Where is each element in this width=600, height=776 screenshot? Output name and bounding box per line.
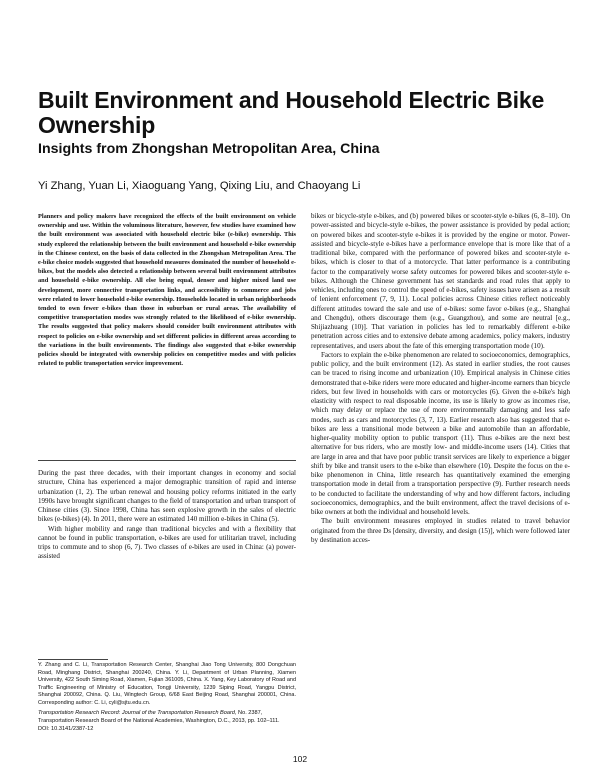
doi: DOI: 10.3141/2387-12 — [38, 725, 94, 732]
intro-paragraph-2: With higher mobility and range than traditional bicycles and with a flexibility that cannot be found in public transportation, e-bikes are used for utilitarian travel, including trips to commute and to shop (6, 7). Two classes of e-bikes are used in China: (a) power-assisted — [38, 524, 296, 561]
page-number: 102 — [292, 754, 308, 764]
abstract-divider — [38, 460, 296, 461]
author-affiliations: Y. Zhang and C. Li, Transportation Research Center, Shanghai Jiao Tong University, 800 Dongchuan Road, Minghang District, Shanghai 200240, China. Y. Li, Department of Urban Planning, Xiamen University, 422 South Siming Road, Xiamen, Fujian 361005, China. X. Yang, Key Laboratory of Road and Traffic Engineering of Ministry of Education, Tongji University, 1239 Siping Road, Yangpu District, Shanghai 200092, China. Q. Liu, Wingtech Group, 6/68 East Beijing Road, Shanghai 200001, China. Corresponding author: C. Li, cyli@sjtu.edu.cn. — [38, 662, 296, 706]
body-paragraph-1: bikes or bicycle-style e-bikes, and (b) powered bikes or scooter-style e-bikes (6, 8–10). On power-assisted and bicycle-style e-bikes, the power assistance is provided by pedal action; on powered bikes and scooter-style e-bikes it is provided by the engine or motor. Power-assisted and bicycle-style e-bikes have a performance envelope that is more like that of a traditional bike, compared with the performance of powered bikes and scooter-style e-bikes, which is closer to that of a motorcycle. That latter performance is a contributing factor to the comparatively worse safety outcomes for powered bikes and scooter-style e-bikes. Although the Chinese government has set standards and road rules that apply to vehicles, including ones to control the speed of e-bikes, safety issues have arisen as a result of lenient enforcement (7, 9, 11). Local policies across Chinese cities reflect noticeably different attitudes toward the sale and use of e-bikes: some favor e-bikes (e.g., Shanghai and Chengdu), others discourage them (e.g., Guangzhou), and some are neutral [e.g., Shijiazhuang (10)]. That variation in policies has led to remarkably different e-bike penetration across cities and to extensive debate among academics, policy makers, industry representatives, and users about the fate of this emerging transportation mode (10). — [311, 212, 570, 350]
journal-name: Transportation Research Record: Journal of the Transportation Research Board, — [38, 710, 237, 716]
abstract — [38, 212, 296, 368]
article-subtitle: Insights from Zhongshan Metropolitan Area, China — [38, 141, 380, 157]
body-paragraph-2: Factors to explain the e-bike phenomenon are related to socioeconomics, demographics, public policy, and the built environment (12). As stated in earlier studies, the root causes can be traced to rising income and urbanization (10). Empirical analysis in Chinese cities demonstrated that e-bike riders were more educated and higher-income earners than bicycle riders, but few lived in households with cars or motorcycles (6). Given the e-bike's high elasticity with respect to real disposable income, its use is likely to grow as incomes rise, which may delay or replace the use of more environmentally damaging and less safe modes, such as cars and motorcycles (3, 7, 13). Earlier research also has suggested that e-bikes are less a transitional mode between a bike and automobile than an affordable, higher-quality mobility option to public transport (11). Thus e-bikes are the next best alternative for bus riders, who are mostly low- and middle-income users (14). Cities that are large in area and that have poor public transit services are likely to experience a bigger shift by bike and transit users to the e-bike than elsewhere (10). Despite the focus on the e-bike phenomenon in China, little research has quantitatively examined the emerging transportation mode in detail from a transportation perspective (9). Further research needs to be conducted to facilitate the understanding of why and how different factors, including socioeconomics, demographics, and the built environment, affect the travel decisions of e-bike owners at both the individual and household levels. — [311, 350, 570, 516]
author-list: Yi Zhang, Yuan Li, Xiaoguang Yang, Qixing Liu, and Chaoyang Li — [38, 180, 361, 192]
body-paragraph-3: The built environment measures employed in studies related to travel behavior originated from the three Ds [density, diversity, and design (15)], which were followed later by destination acces- — [311, 517, 570, 544]
right-column — [311, 212, 570, 545]
article-title: Built Environment and Household Electric Bike Ownership — [38, 87, 545, 138]
intro-paragraph-1: During the past three decades, with their important changes in economy and social structure, China has experienced a major demographic transition of rapid and intense urbanization (1, 2). The urban renewal and housing policy reforms initiated in the early 1990s have brought significant changes to the field of transportation and urban transport of Chinese cities (3). Since 1998, China has seen explosive growth in the sales of electric bikes (e-bikes) (4). In 2011, there were an estimated 140 million e-bikes in China (5). — [38, 469, 296, 524]
footnote-divider — [38, 659, 108, 660]
journal-details: No. 2387, Transportation Research Board of the National Academies, Washington, D.C., 2013, pp. 102–111. — [38, 710, 280, 724]
journal-citation — [38, 710, 296, 733]
introduction-left-column — [38, 469, 296, 562]
abstract-text: Planners and policy makers have recognized the effects of the built environment on vehicle ownership and use. Within the voluminous literature, however, few studies have examined how the built environment was associated with household electric bike (e-bike) ownership. This study explored the relationship between the built environment and household e-bike ownership in the Chinese context, on the basis of data collected in the Zhongshan Metropolitan Area. The e-bike choice models suggested that household measures dominated the number of household e-bikes, but the models also detected a relationship between several built environment attributes and household e-bike ownership. All else being equal, denser and higher mixed land use development, more connective transportation links, and accessibility to commerce and jobs were related to lower household e-bike ownership. Households located in urban neighborhoods tended to own fewer e-bikes than those in suburban or rural areas. The availability of competitive transportation modes was strongly related to the likelihood of e-bike ownership. The results suggested that policy makers should consider built environment attributes with respect to policies on e-bike ownership and set different policies in different areas according to the variations in the built environments. The findings also suggested that e-bike ownership policies should be integrated with ownership policies on competitive modes and with policies related to public transportation service improvement. — [38, 213, 296, 368]
